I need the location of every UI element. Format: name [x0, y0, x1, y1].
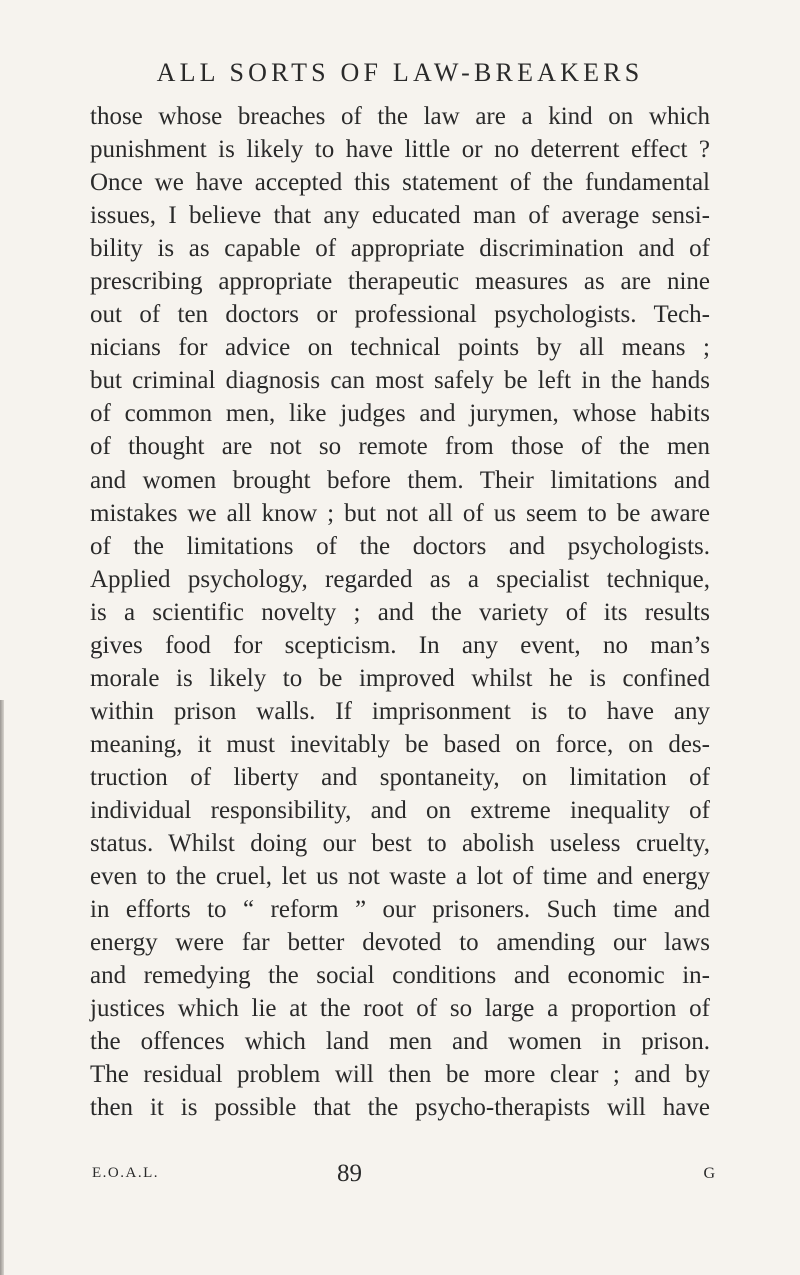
text-line: issues, I believe that any educated man of average sensi-: [90, 202, 710, 230]
text-line: of thought are not so remote from those of the men: [90, 433, 710, 461]
text-line: out of ten doctors or professional psychologists. Tech-: [90, 301, 710, 329]
text-line: of common men, like judges and jurymen, whose habits: [90, 400, 710, 428]
page-footer: [92, 1160, 715, 1190]
text-line: and women brought before them. Their limitations and: [90, 466, 710, 494]
text-line: and remedying the social conditions and economic in-: [90, 962, 710, 990]
text-line: nicians for advice on technical points by all means ;: [90, 334, 710, 362]
text-line: prescribing appropriate therapeutic measures as are nine: [90, 268, 710, 296]
text-line: individual responsibility, and on extreme inequality of: [90, 796, 710, 824]
text-line: punishment is likely to have little or no deterrent effect ?: [90, 136, 710, 164]
text-line: in efforts to “ reform ” our prisoners. Such time and: [90, 896, 710, 924]
text-line: but criminal diagnosis can most safely be left in the hands: [90, 367, 710, 395]
text-line: justices which lie at the root of so large a proportion of: [90, 995, 710, 1023]
page-edge-shadow: [0, 700, 4, 1275]
text-line: Applied psychology, regarded as a specialist technique,: [90, 565, 710, 593]
text-line: meaning, it must inevitably be based on force, on des-: [90, 730, 710, 758]
text-line: bility is as capable of appropriate discrimination and of: [90, 235, 710, 263]
text-line: the offences which land men and women in prison.: [90, 1028, 710, 1056]
text-line: then it is possible that the psycho-therapists will have: [90, 1094, 710, 1122]
signature-mark-right: G: [703, 1165, 715, 1182]
text-line: Once we have accepted this statement of the fundamental: [90, 169, 710, 197]
text-line: The residual problem will then be more clear ; and by: [90, 1061, 710, 1089]
signature-mark-left: E.O.A.L.: [92, 1165, 159, 1181]
body-text: [90, 100, 710, 1124]
text-line: those whose breaches of the law are a kind on which: [90, 103, 710, 130]
text-line: morale is likely to be improved whilst he is confined: [90, 664, 710, 692]
running-head: ALL SORTS OF LAW-BREAKERS: [156, 58, 644, 87]
text-line: gives food for scepticism. In any event, no man’s: [90, 631, 710, 659]
text-line: within prison walls. If imprisonment is to have any: [90, 697, 710, 725]
text-line: is a scientific novelty ; and the variety of its results: [90, 598, 710, 626]
text-line: truction of liberty and spontaneity, on limitation of: [90, 763, 710, 791]
text-line: status. Whilst doing our best to abolish useless cruelty,: [90, 830, 710, 858]
text-line: mistakes we all know ; but not all of us seem to be aware: [90, 499, 710, 527]
text-line: even to the cruel, let us not waste a lot of time and energy: [90, 863, 710, 891]
text-line: of the limitations of the doctors and psychologists.: [90, 532, 710, 560]
text-line: energy were far better devoted to amending our laws: [90, 929, 710, 957]
page-number: 89: [337, 1160, 362, 1187]
